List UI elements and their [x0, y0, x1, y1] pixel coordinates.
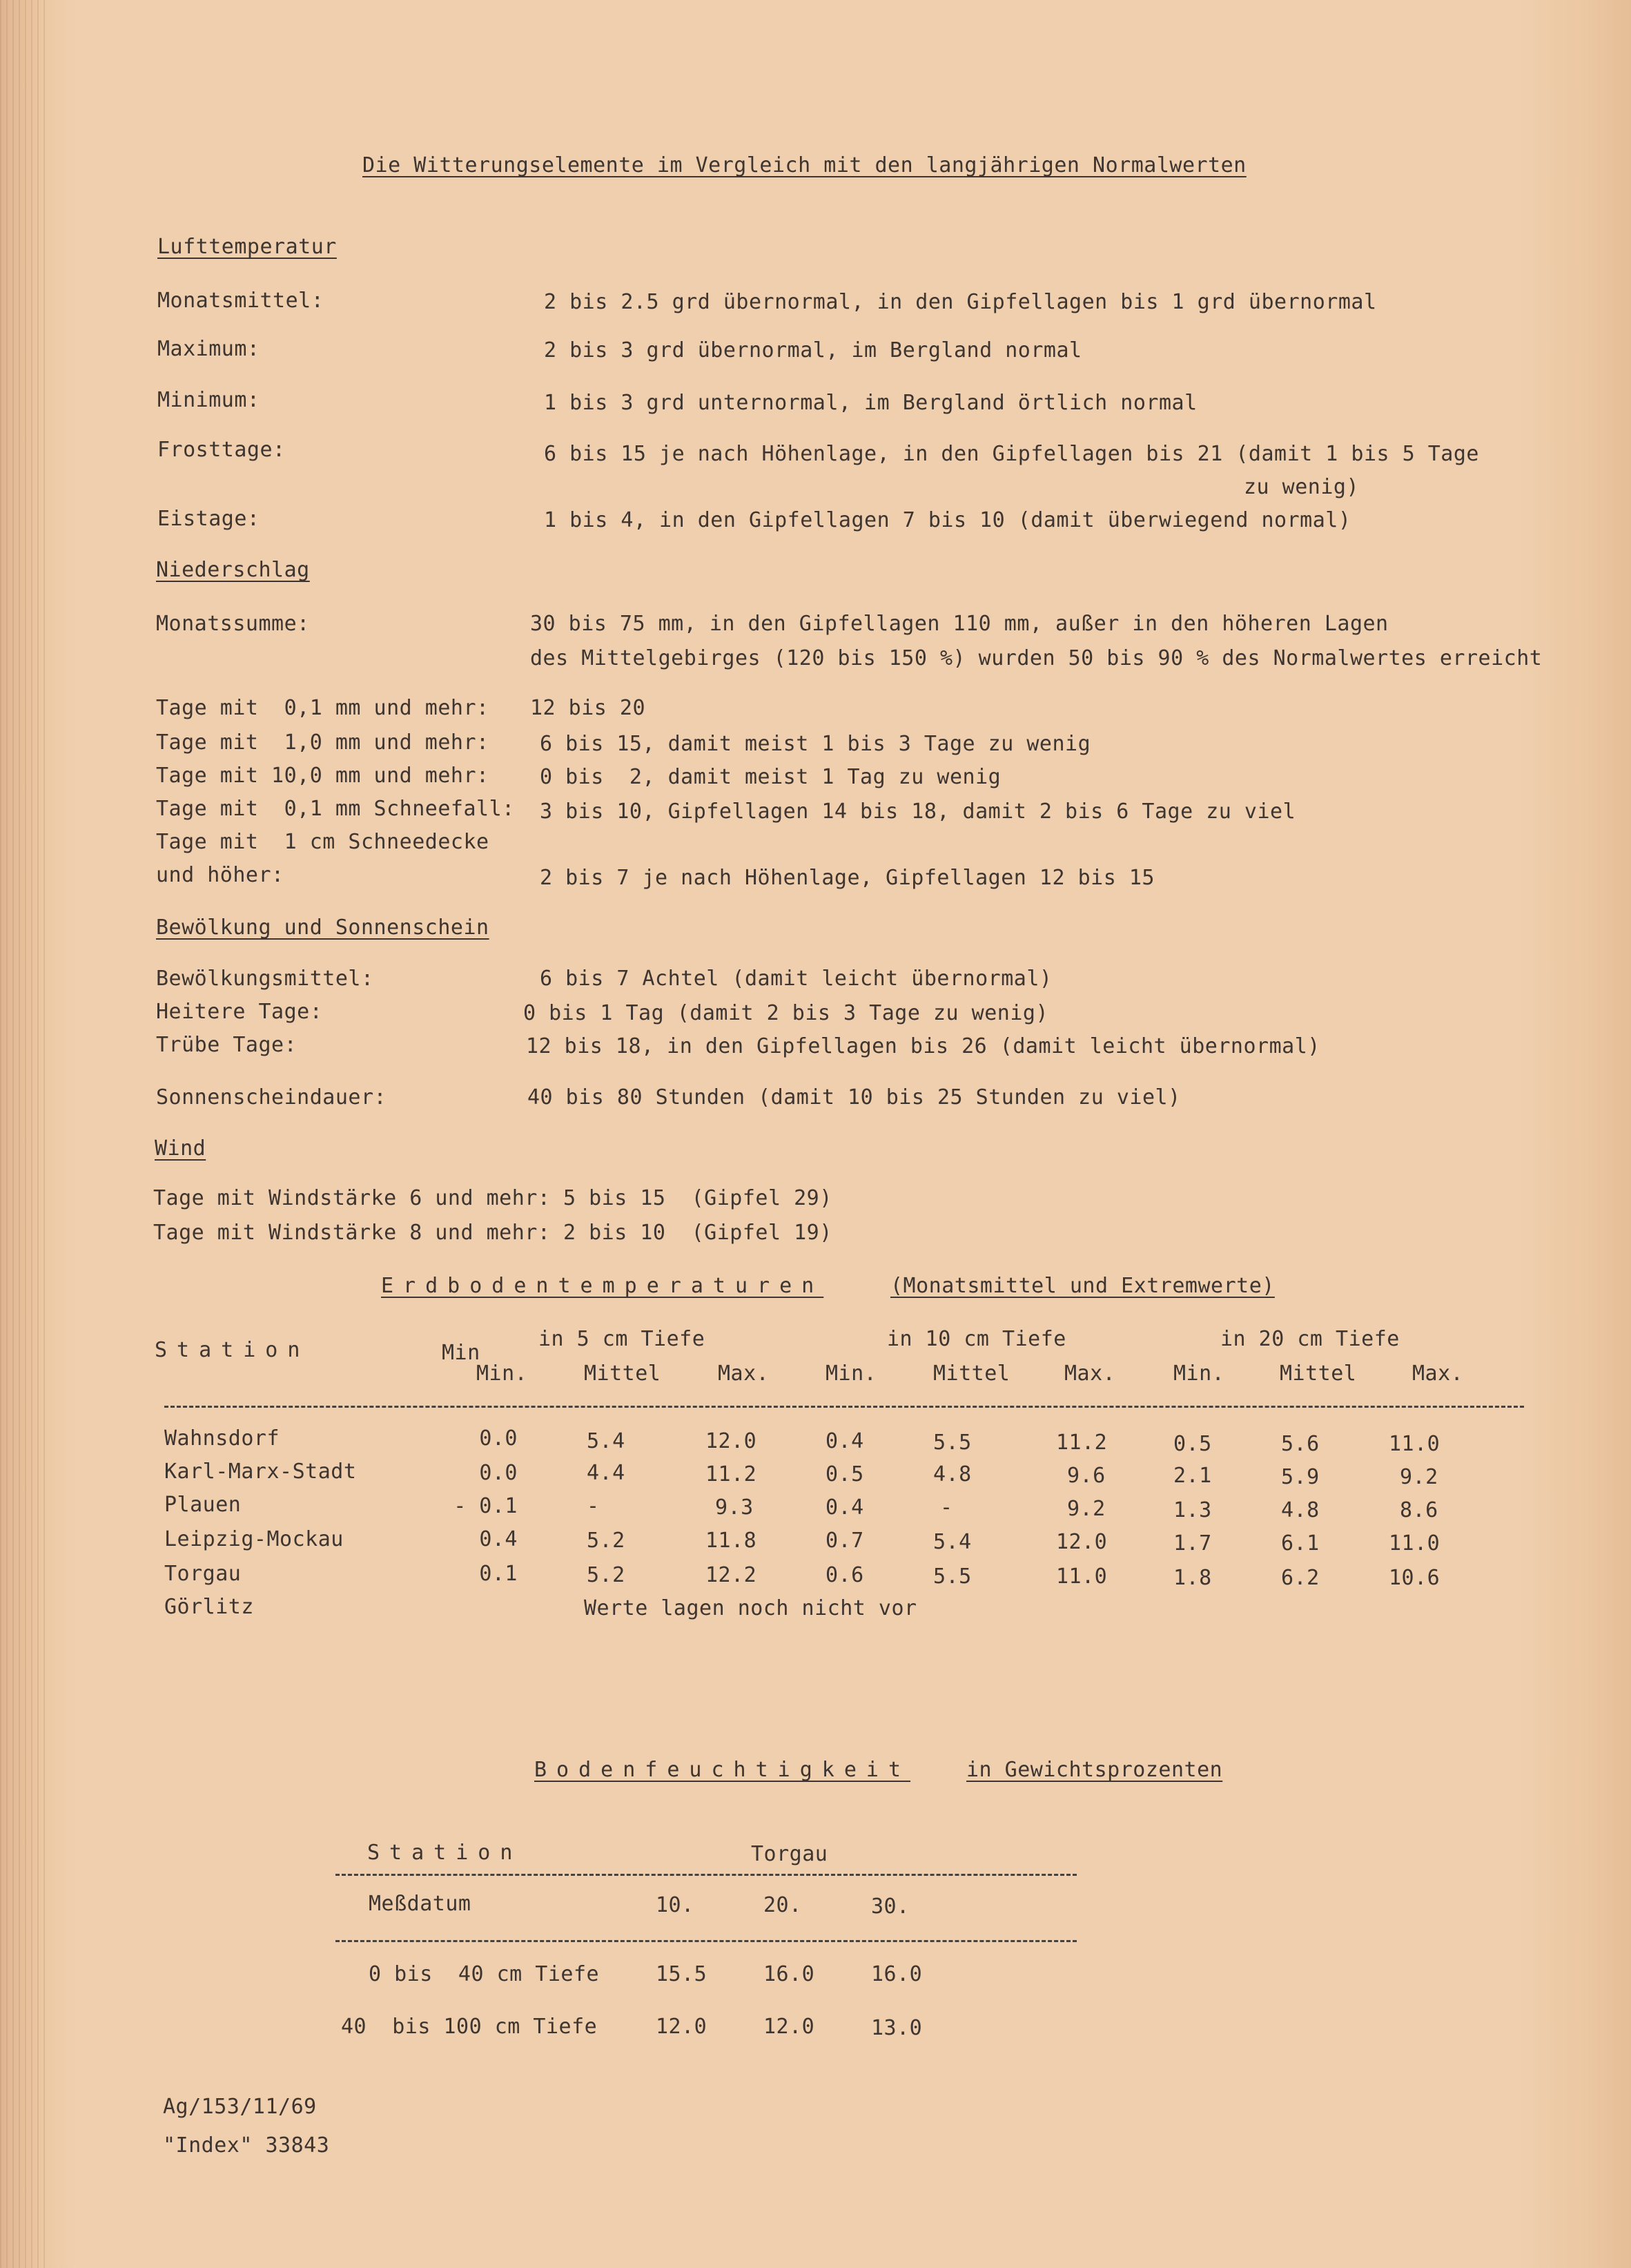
table-note: Werte lagen noch nicht vor: [584, 1596, 917, 1620]
table-divider: [335, 1940, 1077, 1942]
row-value: 30 bis 75 mm, in den Gipfellagen 110 mm, außer in den höheren Lagen: [530, 612, 1389, 636]
table-header-depth: in 10 cm Tiefe: [887, 1327, 1066, 1351]
table-cell: 12.0: [1056, 1530, 1108, 1554]
table-cell: 13.0: [871, 2016, 923, 2040]
row-label: Tage mit 0,1 mm und mehr:: [156, 696, 489, 720]
table-cell: 0.4: [826, 1429, 864, 1453]
row-value-continued: des Mittelgebirges (120 bis 150 %) wurden 50 bis 90 % des Normalwertes erreicht: [530, 646, 1543, 670]
table-subheader: Min.: [476, 1361, 528, 1386]
table-cell: 5.9: [1281, 1465, 1320, 1489]
row-label: Heitere Tage:: [156, 1000, 323, 1024]
table-cell: 0.5: [1173, 1432, 1212, 1456]
bodenfeuchte-heading: Bodenfeuchtigkeit: [534, 1758, 911, 1782]
table-cell: 11.0: [1389, 1432, 1440, 1456]
table-subheader: Min.: [826, 1361, 877, 1386]
table-cell: 5.2: [587, 1529, 625, 1553]
table-cell: 16.0: [871, 1962, 923, 1986]
table-cell: 1.8: [1173, 1566, 1212, 1590]
erdboden-heading: Erdbodentemperaturen: [381, 1274, 824, 1298]
table-cell: 9.2: [1400, 1465, 1438, 1489]
table-subheader: Max.: [1064, 1361, 1116, 1386]
table-cell: 15.5: [656, 1962, 707, 1986]
table-cell: 11.8: [705, 1529, 757, 1553]
table-cell: 5.5: [933, 1564, 972, 1589]
row-label: Tage mit 0,1 mm Schneefall:: [156, 797, 515, 821]
row-label: Maximum:: [157, 337, 260, 361]
station-name: Plauen: [164, 1493, 242, 1517]
row-value: 6 bis 15, damit meist 1 bis 3 Tage zu wenig: [540, 732, 1091, 756]
table-cell: 5.4: [933, 1530, 972, 1554]
row-label: Sonnenscheindauer:: [156, 1085, 387, 1109]
footer-index: "Index" 33843: [163, 2133, 330, 2158]
row-label: Monatssumme:: [156, 612, 310, 636]
table-cell: 11.0: [1389, 1531, 1440, 1555]
table-cell: 20.: [763, 1893, 802, 1917]
erdboden-heading-subtitle: (Monatsmittel und Extremwerte): [890, 1274, 1275, 1298]
table-header-station: Station: [367, 1841, 522, 1865]
table-cell: - 0.1: [453, 1494, 518, 1518]
table-header-station: Station: [155, 1338, 310, 1362]
table-subheader: Mittel: [584, 1361, 661, 1386]
table-cell: 4.4: [587, 1461, 625, 1485]
table-divider: [335, 1874, 1077, 1876]
table-cell: 5.6: [1281, 1432, 1320, 1456]
row-value: 6 bis 15 je nach Höhenlage, in den Gipfellagen bis 21 (damit 1 bis 5 Tage: [544, 442, 1479, 466]
table-cell: 9.2: [1067, 1497, 1106, 1521]
table-cell: 0.5: [826, 1462, 864, 1486]
section-heading-niederschlag: Niederschlag: [156, 558, 310, 582]
row-value: 2 bis 2.5 grd übernormal, in den Gipfellagen bis 1 grd übernormal: [544, 290, 1377, 314]
row-label: Tage mit 1 cm Schneedecke: [156, 830, 489, 854]
table-cell: 11.0: [1056, 1564, 1108, 1589]
row-label: Minimum:: [157, 388, 260, 412]
table-cell: 12.0: [705, 1429, 757, 1453]
table-cell: 0.0: [479, 1426, 518, 1451]
table-cell: -: [940, 1495, 953, 1520]
table-subheader: Max.: [1412, 1361, 1464, 1386]
table-cell: 11.2: [705, 1462, 757, 1486]
table-cell: 1.7: [1173, 1531, 1212, 1555]
section-heading-bewoelkung: Bewölkung und Sonnenschein: [156, 915, 489, 940]
table-cell: 6.1: [1281, 1531, 1320, 1555]
row-value: 2 bis 7 je nach Höhenlage, Gipfellagen 12 bis 15: [540, 866, 1155, 890]
table-header-min: Min: [442, 1341, 480, 1365]
table-cell: 0.1: [479, 1562, 518, 1586]
wind-line: Tage mit Windstärke 6 und mehr: 5 bis 15 (Gipfel 29): [153, 1186, 832, 1210]
table-cell: 4.8: [1281, 1498, 1320, 1522]
section-heading-lufttemperatur: Lufttemperatur: [157, 235, 337, 259]
row-value-continued: zu wenig): [1244, 475, 1360, 499]
row-label-continued: und höher:: [156, 863, 284, 887]
row-value: 0 bis 1 Tag (damit 2 bis 3 Tage zu wenig): [523, 1001, 1049, 1025]
wind-line: Tage mit Windstärke 8 und mehr: 2 bis 10 (Gipfel 19): [153, 1221, 832, 1245]
station-name: Torgau: [164, 1562, 242, 1586]
table-cell: 9.3: [715, 1495, 754, 1520]
table-cell: 0.4: [479, 1527, 518, 1551]
row-value: 6 bis 7 Achtel (damit leicht übernormal): [540, 967, 1053, 991]
table-cell: 0.6: [826, 1563, 864, 1587]
table-cell: 11.2: [1056, 1431, 1108, 1455]
table-divider: [164, 1406, 1524, 1408]
row-value: 12 bis 20: [530, 696, 646, 720]
table-cell: 0.7: [826, 1529, 864, 1553]
table-cell: 10.6: [1389, 1566, 1440, 1590]
row-value: 3 bis 10, Gipfellagen 14 bis 18, damit 2 bis 6 Tage zu viel: [540, 799, 1296, 824]
row-label: 40 bis 100 cm Tiefe: [341, 2015, 598, 2039]
row-value: 0 bis 2, damit meist 1 Tag zu wenig: [540, 765, 1002, 789]
table-cell: 1.3: [1173, 1498, 1212, 1522]
table-cell: 4.8: [933, 1462, 972, 1486]
table-cell: 5.2: [587, 1563, 625, 1587]
table-header-value: Torgau: [751, 1842, 828, 1866]
row-label: Trübe Tage:: [156, 1033, 297, 1057]
row-label: Meßdatum: [369, 1892, 471, 1916]
table-cell: 6.2: [1281, 1566, 1320, 1590]
table-cell: 0.4: [826, 1495, 864, 1520]
table-subheader: Mittel: [1280, 1361, 1357, 1386]
row-label: Tage mit 10,0 mm und mehr:: [156, 764, 489, 788]
row-label: Frosttage:: [157, 438, 286, 462]
table-cell: 2.1: [1173, 1464, 1212, 1488]
table-cell: 12.2: [705, 1563, 757, 1587]
row-label: Monatsmittel:: [157, 289, 324, 313]
paper-fold-edge: [0, 0, 48, 2268]
bodenfeuchte-heading-subtitle: in Gewichtsprozenten: [966, 1758, 1223, 1782]
row-value: 2 bis 3 grd übernormal, im Bergland normal: [544, 338, 1082, 362]
table-subheader: Min.: [1173, 1361, 1225, 1386]
row-label: 0 bis 40 cm Tiefe: [369, 1962, 600, 1986]
table-cell: 5.5: [933, 1431, 972, 1455]
table-cell: 8.6: [1400, 1498, 1438, 1522]
table-cell: 0.0: [479, 1461, 518, 1485]
table-cell: 5.4: [587, 1429, 625, 1453]
row-value: 40 bis 80 Stunden (damit 10 bis 25 Stunden zu viel): [527, 1085, 1181, 1109]
table-subheader: Mittel: [933, 1361, 1010, 1386]
station-name: Görlitz: [164, 1595, 254, 1619]
row-label: Bewölkungsmittel:: [156, 967, 374, 991]
table-cell: 16.0: [763, 1962, 815, 1986]
table-cell: 30.: [871, 1894, 910, 1919]
station-name: Wahnsdorf: [164, 1426, 280, 1451]
footer-reference: Ag/153/11/69: [163, 2095, 317, 2119]
row-value: 1 bis 3 grd unternormal, im Bergland örtlich normal: [544, 391, 1198, 415]
row-label: Eistage:: [157, 507, 260, 531]
station-name: Karl-Marx-Stadt: [164, 1460, 357, 1484]
table-cell: 12.0: [763, 2015, 815, 2039]
station-name: Leipzig-Mockau: [164, 1527, 344, 1551]
row-label: Tage mit 1,0 mm und mehr:: [156, 730, 489, 755]
row-value: 1 bis 4, in den Gipfellagen 7 bis 10 (damit überwiegend normal): [544, 508, 1351, 532]
table-cell: 10.: [656, 1893, 694, 1917]
document-title: Die Witterungselemente im Vergleich mit den langjährigen Normalwerten: [362, 153, 1247, 177]
table-cell: -: [587, 1494, 600, 1518]
table-subheader: Max.: [718, 1361, 770, 1386]
table-cell: 12.0: [656, 2015, 707, 2039]
table-header-depth: in 5 cm Tiefe: [538, 1327, 705, 1351]
row-value: 12 bis 18, in den Gipfellagen bis 26 (damit leicht übernormal): [526, 1034, 1320, 1058]
table-cell: 9.6: [1067, 1464, 1106, 1488]
table-header-depth: in 20 cm Tiefe: [1220, 1327, 1400, 1351]
section-heading-wind: Wind: [155, 1136, 206, 1161]
